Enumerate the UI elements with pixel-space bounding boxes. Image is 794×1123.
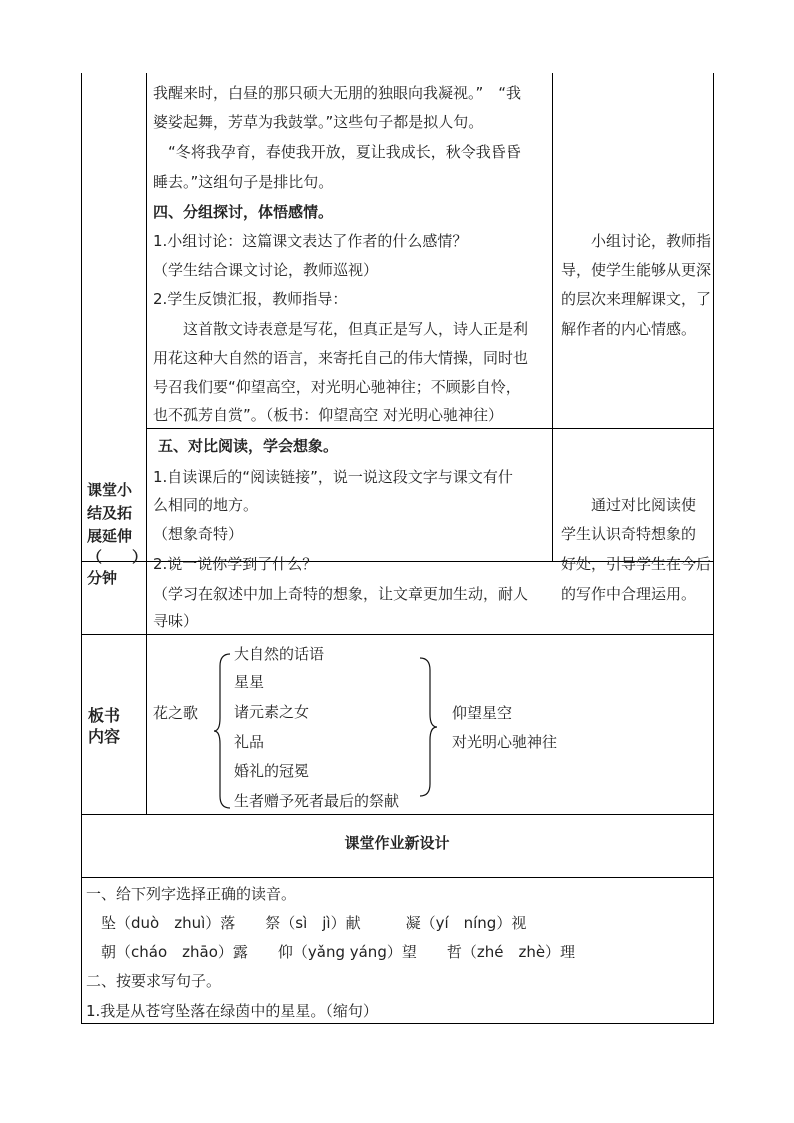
- row-label-line: 内容: [88, 727, 121, 746]
- board-item: 礼品: [234, 733, 265, 751]
- table-border-left: [81, 73, 82, 1024]
- text-line: 我醒来时，白昼的那只硕大无朋的独眼向我凝视。” “我: [153, 84, 522, 102]
- homework-title: 课堂作业新设计: [344, 834, 450, 852]
- board-topic: 花之歌: [153, 704, 199, 722]
- homework-line: 一、给下列字选择正确的读音。: [86, 885, 297, 903]
- homework-line: 朝（cháo zhāo）露 仰（yǎng yáng）望 哲（zhé zhè）理: [86, 943, 576, 961]
- note-line: 的层次来理解课文，了: [561, 290, 712, 308]
- text-line: 寻味）: [153, 612, 199, 630]
- board-item: 大自然的话语: [234, 645, 325, 663]
- board-item: 婚礼的冠冕: [234, 762, 310, 780]
- note-line: 小组讨论，教师指: [561, 232, 712, 250]
- board-item: 星星: [234, 673, 265, 691]
- left-brace-icon: [212, 652, 234, 810]
- row-label-line: 板书: [88, 706, 121, 725]
- text-line: 用花这种大自然的语言，来寄托自己的伟大情操，同时也: [153, 349, 529, 367]
- text-line: （学生结合课文讨论，教师巡视）: [153, 261, 379, 279]
- text-line: 2.学生反馈汇报，教师指导：: [153, 290, 348, 308]
- note-line: 解作者的内心情感。: [561, 320, 697, 338]
- text-line: 这首散文诗表意是写花，但真正是写人，诗人正是利: [153, 320, 529, 338]
- text-line: 婆娑起舞，芳草为我鼓掌。”这些句子都是拟人句。: [153, 113, 484, 131]
- row-label-line: （ ）: [87, 548, 148, 566]
- homework-line: 二、按要求写句子。: [86, 972, 222, 990]
- text-line: 2.说一说你学到了什么？: [153, 555, 318, 573]
- row-label-line: 结及拓: [87, 504, 133, 522]
- row-label-line: 分钟: [87, 569, 118, 587]
- text-line: 1.自读课后的“阅读链接”，说一说这段文字与课文有什: [153, 468, 513, 486]
- column-divider-1: [146, 73, 147, 814]
- text-line: 睡去。”这组句子是排比句。: [153, 173, 334, 191]
- homework-line: 坠（duò zhuì）落 祭（sì jì）献 凝（yí níng）视: [86, 914, 527, 932]
- board-result: 对光明心驰神往: [452, 733, 558, 751]
- board-result: 仰望星空: [452, 704, 513, 722]
- note-line: 通过对比阅读使: [561, 496, 697, 514]
- text-line: 也不孤芳自赏”。（板书：仰望高空 对光明心驰神往）: [153, 406, 504, 424]
- note-line: 导，使学生能够从更深: [561, 261, 712, 279]
- section-heading: 五、对比阅读，学会想象。: [158, 437, 339, 455]
- board-item: 诸元素之女: [234, 703, 310, 721]
- section-heading: 四、分组探讨，体悟感情。: [153, 203, 334, 221]
- text-line: 1.小组讨论：这篇课文表达了作者的什么感情？: [153, 232, 468, 250]
- homework-line: 1.我是从苍穹坠落在绿茵中的星星。（缩句）: [86, 1002, 378, 1020]
- note-line: 好处，引导学生在今后: [561, 555, 712, 573]
- text-line: 号召我们要“仰望高空，对光明心驰神往；不顾影自怜，: [153, 378, 521, 396]
- note-line: 学生认识奇特想象的: [561, 525, 697, 543]
- table-border-right: [713, 73, 714, 1024]
- right-brace-icon: [416, 656, 440, 798]
- column-divider-2: [552, 73, 553, 561]
- note-line: 的写作中合理运用。: [561, 585, 697, 603]
- text-line: 么相同的地方。: [153, 496, 259, 514]
- text-line: “冬将我孕育，春使我开放，夏让我成长，秋令我昏昏: [153, 143, 521, 161]
- row-label-line: 课堂小: [87, 481, 133, 499]
- row-label-line: 展延伸: [87, 527, 133, 545]
- text-line: （想象奇特）: [153, 525, 244, 543]
- text-line: （学习在叙述中加上奇特的想象，让文章更加生动，耐人: [153, 585, 529, 603]
- board-item: 生者赠予死者最后的祭献: [234, 792, 400, 810]
- row-divider-5: [81, 877, 713, 878]
